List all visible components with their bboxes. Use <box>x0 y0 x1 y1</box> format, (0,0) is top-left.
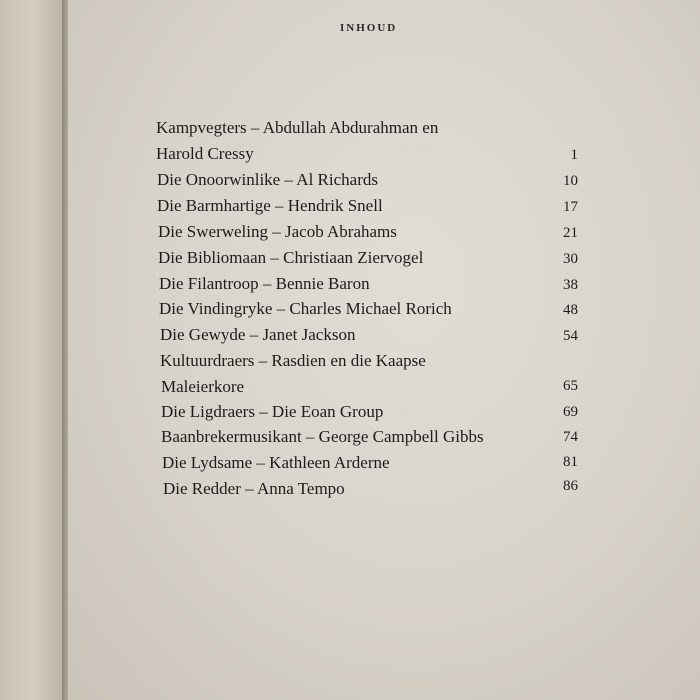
toc-entry-title: Die Onoorwinlike – Al Richards <box>157 170 378 189</box>
toc-entry-title-line2: Maleierkore <box>161 377 245 396</box>
toc-entry-title: Baanbrekermusikant – George Campbell Gibbs <box>161 427 484 446</box>
toc-entry-title: Die Swerweling – Jacob Abrahams <box>158 222 397 241</box>
toc-entry-title-line1: Kultuurdraers – Rasdien en die Kaapse <box>160 351 426 370</box>
toc-entry-page: 10 <box>563 173 578 189</box>
toc-entry-page: 1 <box>570 147 578 163</box>
toc-entry-title: Die Vindingryke – Charles Michael Rorich <box>159 299 452 318</box>
toc-entry-page: 86 <box>563 478 578 494</box>
toc-entry-title-line2: Harold Cressy <box>156 144 254 163</box>
toc-entry-title: Die Lydsame – Kathleen Arderne <box>162 453 390 472</box>
toc-entry-title: Die Barmhartige – Hendrik Snell <box>157 196 383 215</box>
toc-entry-page: 69 <box>563 404 578 420</box>
toc-entry-title: Die Filantroop – Bennie Baron <box>159 274 370 293</box>
toc-entry-page: 48 <box>563 302 578 318</box>
toc-entry-title: Die Bibliomaan – Christiaan Ziervogel <box>158 248 424 267</box>
toc-entry-title: Die Gewyde – Janet Jackson <box>160 325 356 344</box>
toc-entry-title-line1: Kampvegters – Abdullah Abdurahman en <box>156 118 439 137</box>
toc-entry-page: 38 <box>563 277 578 293</box>
toc-entry-page: 21 <box>563 225 578 241</box>
toc-entry-page: 65 <box>563 378 578 394</box>
toc-entry-page: 30 <box>563 251 578 267</box>
toc-entry-page: 54 <box>563 328 578 344</box>
toc-entry-title: Die Redder – Anna Tempo <box>163 479 345 498</box>
toc-entry-page: 81 <box>563 454 578 470</box>
page-heading: INHOUD <box>340 22 398 34</box>
toc-entry-title: Die Ligdraers – Die Eoan Group <box>161 402 384 421</box>
toc-entry-page: 17 <box>563 199 578 215</box>
toc-entry-page: 74 <box>563 429 578 445</box>
